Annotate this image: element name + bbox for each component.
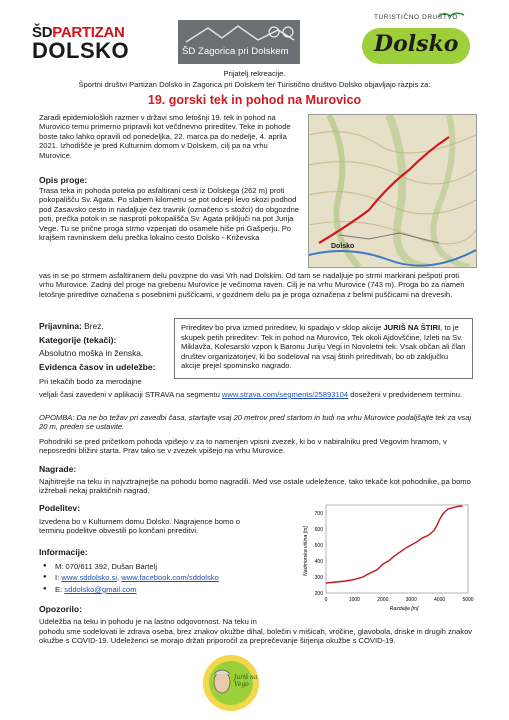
- hikers-text: Pohodniki se pred pričetkom pohoda vpišejo v za to namenjen vpisni zvezek, ki bo v nabiralniku pred Vegovim hramom, v neposredni bližini starta. Prav tako se v zvezek vpišejo na vrhu Murovice.: [39, 437, 447, 456]
- contact-heading: Informacije:: [39, 547, 88, 557]
- chart-x-tick-label: 2000: [377, 597, 389, 603]
- route-heading: Opis proge:: [39, 175, 88, 185]
- records-line1: Pri tekačih bodo za merodajne: [39, 377, 142, 386]
- route-text-wide: vas in se po strmem asfaltiranem delu povzpne do vasi Vrh nad Dolskim. Od tam se nadaljuje po strmi markirani pešpoti proti vrhu Murovice. Zadnji del proge na grebenu Murovice je večinoma raven. Cilj je na vrhu Murovice (743 m). Proga bo za namen letošnje prireditve označena s posebnimi puščicami, v gozdnem delu pa je proga označena z belimi puščicami na drevesih.: [39, 271, 465, 299]
- chart-y-tick-label: 500: [314, 542, 323, 549]
- route-map: [308, 114, 477, 268]
- facebook-link[interactable]: www.facebook.com/sddolsko: [121, 573, 219, 583]
- strava-segment-link[interactable]: www.strava.com/segments/25893104: [221, 390, 349, 399]
- zagorica-logo: [178, 20, 300, 64]
- chart-axes: [326, 505, 468, 593]
- contact-phone: ● M: 070/611 392, Dušan Bartelj: [39, 562, 279, 571]
- chart-y-tick-label: 600: [314, 526, 323, 533]
- contact-email-prefix: E:: [55, 584, 65, 594]
- info-box-bold: JURIŠ NA ŠTIRI: [383, 323, 441, 332]
- chart-x-axis-label: Razdalja [m]: [389, 606, 419, 612]
- category-label: Kategorije (tekači):: [39, 335, 117, 345]
- logo-place: DOLSKO: [32, 38, 130, 63]
- chart-y-ticks: [315, 511, 324, 597]
- warning-heading: Opozorilo:: [39, 604, 82, 614]
- contact-email: [39, 585, 279, 594]
- info-box-text-b: , to je skupek petih prireditev: Tek in pohod na Murovico, Tek okoli Ajdovščine, Izleti na Sv. Miklavža, Kolesarski vzpon k Baronu Juriju Vegi in Novoletni tek. Vsak občan ali član društev organizatorjev, ki bo sodeloval na vsaj štirih prireditvah, bo ob zaključku akcije prejel spominsko nagrado.: [181, 323, 466, 371]
- records-line2: [39, 390, 479, 399]
- greeting: Prijatelj rekreacije.: [223, 69, 286, 78]
- chart-x-tick-label: 0: [324, 597, 328, 603]
- logo-partizan-text: PARTIZAN: [52, 24, 125, 41]
- records-text-a: veljali časi zavedeni v aplikaciji STRAVA na segmentu: [39, 390, 222, 399]
- juris-na-vego-logo: [200, 652, 262, 714]
- category-value: Absolutno moška in ženska.: [39, 348, 144, 358]
- page-title: 19. gorski tek in pohod na Murovico: [147, 93, 362, 107]
- fee-label: Prijavnina:: [39, 321, 82, 331]
- chart-x-tick-label: 4000: [434, 597, 446, 603]
- chart-y-tick-label: 200: [314, 590, 323, 597]
- zagorica-logo-graphic: [178, 20, 300, 64]
- partizan-logo: [32, 24, 152, 63]
- awards-heading: Nagrade:: [39, 464, 77, 474]
- chart-y-tick-label: 300: [314, 574, 323, 581]
- intro-line: Športni društvi Partizan Dolsko in Zagorica pri Dolskem ter Turistično društvo Dolsko objavljajo razpis za:: [78, 80, 431, 89]
- warning-text-wide: pohodu sme sodelovati le zdrava oseba, brez znakov okužbe dihal, bolečin v mišicah, vročine, glavobola, driske in drugih znakov okužbe s COVID-19. Udeleženci se morajo držati priporočil za preprečevanje širjenja okužbe s COVID-19.: [39, 627, 473, 646]
- ceremony-text: Izvedena bo v Kulturnem domu Dolsko. Nagrajence bomo o terminu podelitve obvestili po končani prireditvi.: [39, 517, 240, 536]
- chart-x-tick-label: 1000: [348, 597, 360, 603]
- info-box-text-a: Prireditev bo prva izmed prireditev, ki spadajo v sklop akcije: [181, 323, 384, 332]
- email-link[interactable]: sddolsko@gmail.com: [64, 584, 137, 594]
- chart-y-tick-label: 400: [314, 558, 323, 565]
- elevation-profile-chart: [296, 497, 478, 613]
- contact-web: [39, 573, 279, 582]
- map-label-dolsko: Dolsko: [331, 243, 355, 250]
- zagorica-logo-text: ŠD Zagorica pri Dolskem: [182, 46, 289, 57]
- records-note: OPOMBA: Da ne bo težav pri zavedbi časa, startajte vsaj 20 metrov pred startom in tudi na vrhu Murovice podaljšajte tek za vsaj 20 m, preden se ustavite.: [39, 413, 472, 432]
- td-dolsko-script: Dolsko: [374, 31, 459, 57]
- logo-prefix: ŠD: [32, 24, 53, 41]
- fee-value: Brez.: [84, 321, 104, 331]
- contact-web-sep: ,: [117, 573, 122, 583]
- chart-x-ticks: [325, 597, 474, 603]
- chart-plot-area: [326, 505, 468, 593]
- records-heading: Evidenca časov in udeležbe:: [39, 362, 156, 372]
- td-dolsko-small-text: TURISTIČNO DRUŠTVO: [373, 14, 459, 21]
- intro-paragraph: Zaradi epidemioloških razmer v državi smo letošnji 19. tek in pohod na Murovico temu primerno pripravili kot večdnevno prireditev. Teke in pohode boste tako lahko opravili od ponedeljka, 22. marca pa do nedelje, 4. aprila 2021. Izhodišče je pred Kulturnim domom v Dolskem, cilj pa na vrhu Murovice.: [39, 113, 291, 160]
- contact-list: [39, 562, 279, 594]
- juris-na-vego-text: Juriš na Vego: [234, 674, 258, 688]
- route-text-narrow: Trasa teka in pohoda poteka po asfaltirani cesti iz Dolskega (262 m) proti pokopališču Sv. Agata. Po slabem kilometru se pot odcepi levo skozi podhod pod Zasavsko cesto in nadaljuje čez travnik (označeno s stožci) do obgozdne poti, prečka potok in se nasproti pokopališča Sv. Agata priključi na pot Jurija Vege. Tu se prične proga strmo vzpenjati do osamele hiše pri Gašperju. Po krajšem ravninskem delu prečka lokalno cesto Dolsko - Križevska: [39, 186, 300, 243]
- contact-web-prefix: I:: [55, 573, 62, 583]
- warning-text-narrow: Udeležba na teku in pohodu je na lastno odgovornost. Na teku in: [39, 617, 257, 626]
- juris-na-stiri-box: [174, 318, 473, 379]
- td-dolsko-logo: [356, 14, 476, 68]
- bird-icon: [436, 11, 466, 21]
- chart-y-tick-label: 700: [314, 510, 323, 517]
- sddolsko-website-link[interactable]: www.sddolsko.si: [61, 573, 118, 583]
- fee-line: [39, 321, 104, 331]
- records-text-b: doseženi v predvidenem terminu.: [348, 390, 463, 399]
- ceremony-heading: Podelitev:: [39, 503, 81, 513]
- chart-x-tick-label: 5000: [462, 597, 474, 603]
- chart-x-tick-label: 3000: [405, 597, 417, 603]
- awards-text: Najhitrejše na teku in najvztrajnejše na pohodu bomo nagradili. Med vse ostale udeležence, tako tekače kot pohodnike, pa bomo izžrebali nekaj praktičnih nagrad.: [39, 477, 471, 496]
- chart-y-axis-label: Nadmorska višina [m]: [303, 526, 309, 576]
